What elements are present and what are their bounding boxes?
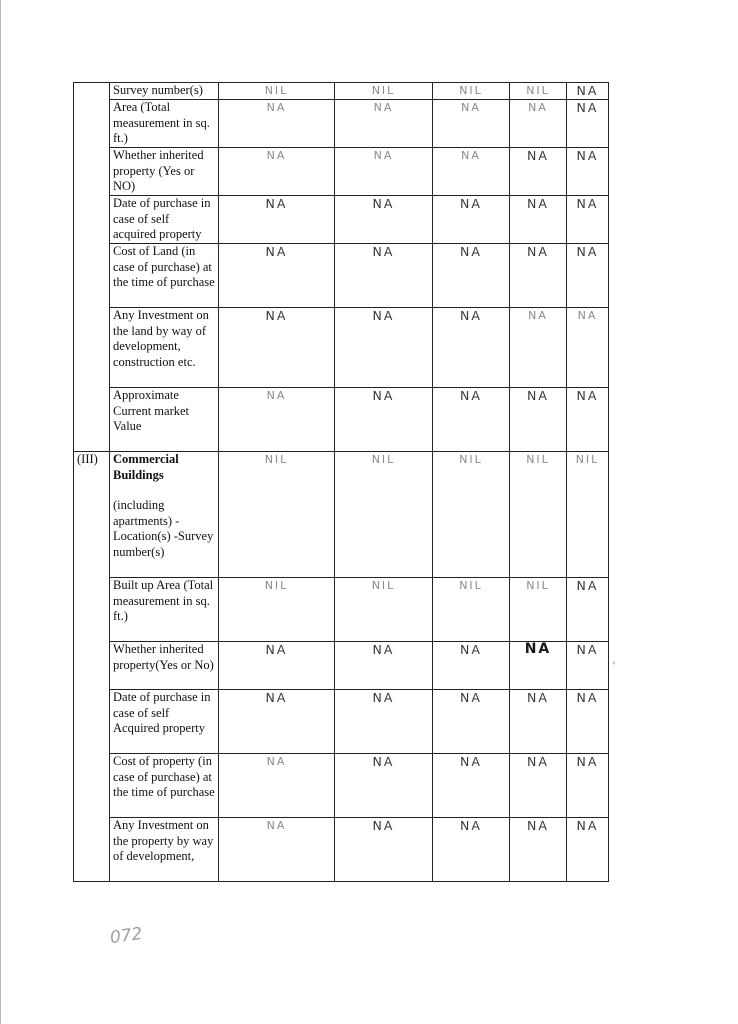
handwritten-value: NA xyxy=(510,754,567,818)
handwritten-value: NA xyxy=(567,148,609,196)
handwritten-value: NA xyxy=(510,818,567,882)
row-label: Area (Total measurement in sq. ft.) xyxy=(110,100,219,148)
handwritten-value: NA xyxy=(433,100,510,148)
handwritten-value: NA xyxy=(510,244,567,308)
row-label: Whether inherited property (Yes or NO) xyxy=(110,148,219,196)
asset-declaration-table xyxy=(73,82,609,882)
handwritten-value: NA xyxy=(510,690,567,754)
handwritten-value: NA xyxy=(335,196,433,244)
handwritten-value: NA xyxy=(433,244,510,308)
handwritten-value: NA xyxy=(335,642,433,690)
handwritten-value: NIL xyxy=(433,452,510,578)
handwritten-value: NA xyxy=(433,818,510,882)
handwritten-value: NA xyxy=(219,244,335,308)
handwritten-value: NA xyxy=(335,148,433,196)
handwritten-value: NIL xyxy=(335,83,433,100)
handwritten-value: NIL xyxy=(335,578,433,642)
handwritten-value: NA xyxy=(433,148,510,196)
handwritten-value: NIL xyxy=(219,578,335,642)
row-label: Built up Area (Total measurement in sq. ft.) xyxy=(110,578,219,642)
handwritten-value: NA xyxy=(567,196,609,244)
handwritten-value: NA xyxy=(567,244,609,308)
row-label: Survey number(s) xyxy=(110,83,219,100)
handwritten-value: NA xyxy=(510,100,567,148)
page-edge xyxy=(0,0,1,1024)
table-row xyxy=(74,100,609,148)
handwritten-value: NA xyxy=(433,754,510,818)
table-row xyxy=(74,148,609,196)
handwritten-value: NA xyxy=(510,196,567,244)
table-row xyxy=(74,244,609,308)
table-row xyxy=(74,83,609,100)
handwritten-value: NA xyxy=(219,308,335,388)
handwritten-value: NIL xyxy=(335,452,433,578)
handwritten-value: NA xyxy=(219,818,335,882)
handwritten-value: NA xyxy=(219,690,335,754)
handwritten-value: NA xyxy=(335,100,433,148)
section-detail: (including apartments) -Location(s) -Survey number(s) xyxy=(113,498,214,559)
table-row xyxy=(74,690,609,754)
handwritten-value: NIL xyxy=(510,578,567,642)
handwritten-value: NA xyxy=(219,642,335,690)
handwritten-value: NA xyxy=(567,642,609,690)
handwritten-value: NA xyxy=(335,690,433,754)
table-row xyxy=(74,308,609,388)
handwritten-value: NA xyxy=(335,308,433,388)
table-row xyxy=(74,642,609,690)
table-row xyxy=(74,578,609,642)
handwritten-value: NA xyxy=(567,308,609,388)
row-label: Any Investment on the land by way of development, construction etc. xyxy=(110,308,219,388)
handwritten-value: NA xyxy=(510,642,567,690)
row-label: Whether inherited property(Yes or No) xyxy=(110,642,219,690)
row-label: Date of purchase in case of self Acquired property xyxy=(110,690,219,754)
handwritten-value: NA xyxy=(219,388,335,452)
table-row xyxy=(74,388,609,452)
table-row xyxy=(74,452,609,578)
section-heading-cell xyxy=(110,452,219,578)
table-row xyxy=(74,818,609,882)
handwritten-value: NIL xyxy=(510,452,567,578)
handwritten-value: NA xyxy=(219,148,335,196)
handwritten-value: NA xyxy=(567,83,609,100)
handwritten-value: NA xyxy=(433,308,510,388)
handwritten-value: NA xyxy=(510,308,567,388)
margin-mark: ‚ xyxy=(612,652,616,666)
row-label: Cost of property (in case of purchase) at the time of purchase xyxy=(110,754,219,818)
handwritten-value: NA xyxy=(510,148,567,196)
handwritten-value: NA xyxy=(335,754,433,818)
handwritten-value: NIL xyxy=(433,578,510,642)
handwritten-value: NA xyxy=(567,100,609,148)
handwritten-value: NA xyxy=(567,818,609,882)
handwritten-value: NA xyxy=(433,690,510,754)
row-label: Date of purchase in case of self acquired property xyxy=(110,196,219,244)
section-heading-line: Commercial xyxy=(113,452,179,466)
handwritten-value: NIL xyxy=(219,83,335,100)
table-row xyxy=(74,754,609,818)
handwritten-value: NIL xyxy=(433,83,510,100)
section-heading-line: Buildings xyxy=(113,467,164,482)
section-number-cell: (III) xyxy=(74,452,110,882)
handwritten-value: NIL xyxy=(567,452,609,578)
handwritten-value: NA xyxy=(335,244,433,308)
handwritten-value: NA xyxy=(567,578,609,642)
handwritten-value: NA xyxy=(433,196,510,244)
row-label: Cost of Land (in case of purchase) at the time of purchase xyxy=(110,244,219,308)
handwritten-value: NA xyxy=(567,754,609,818)
handwritten-value: NA xyxy=(219,754,335,818)
handwritten-value: NA xyxy=(510,388,567,452)
handwritten-value: NA xyxy=(335,818,433,882)
handwritten-value: NA xyxy=(567,690,609,754)
handwritten-value: NA xyxy=(335,388,433,452)
table-row xyxy=(74,196,609,244)
handwritten-value: NA xyxy=(433,642,510,690)
handwritten-value: NIL xyxy=(510,83,567,100)
handwritten-page-mark: 072 xyxy=(108,923,144,949)
handwritten-value: NA xyxy=(219,196,335,244)
handwritten-value: NA xyxy=(433,388,510,452)
section-number-cell xyxy=(74,83,110,452)
handwritten-value: NA xyxy=(219,100,335,148)
spacer xyxy=(113,483,215,498)
row-label: Approximate Current market Value xyxy=(110,388,219,452)
handwritten-value: NIL xyxy=(219,452,335,578)
row-label: Any Investment on the property by way of development, xyxy=(110,818,219,882)
handwritten-value: NA xyxy=(567,388,609,452)
